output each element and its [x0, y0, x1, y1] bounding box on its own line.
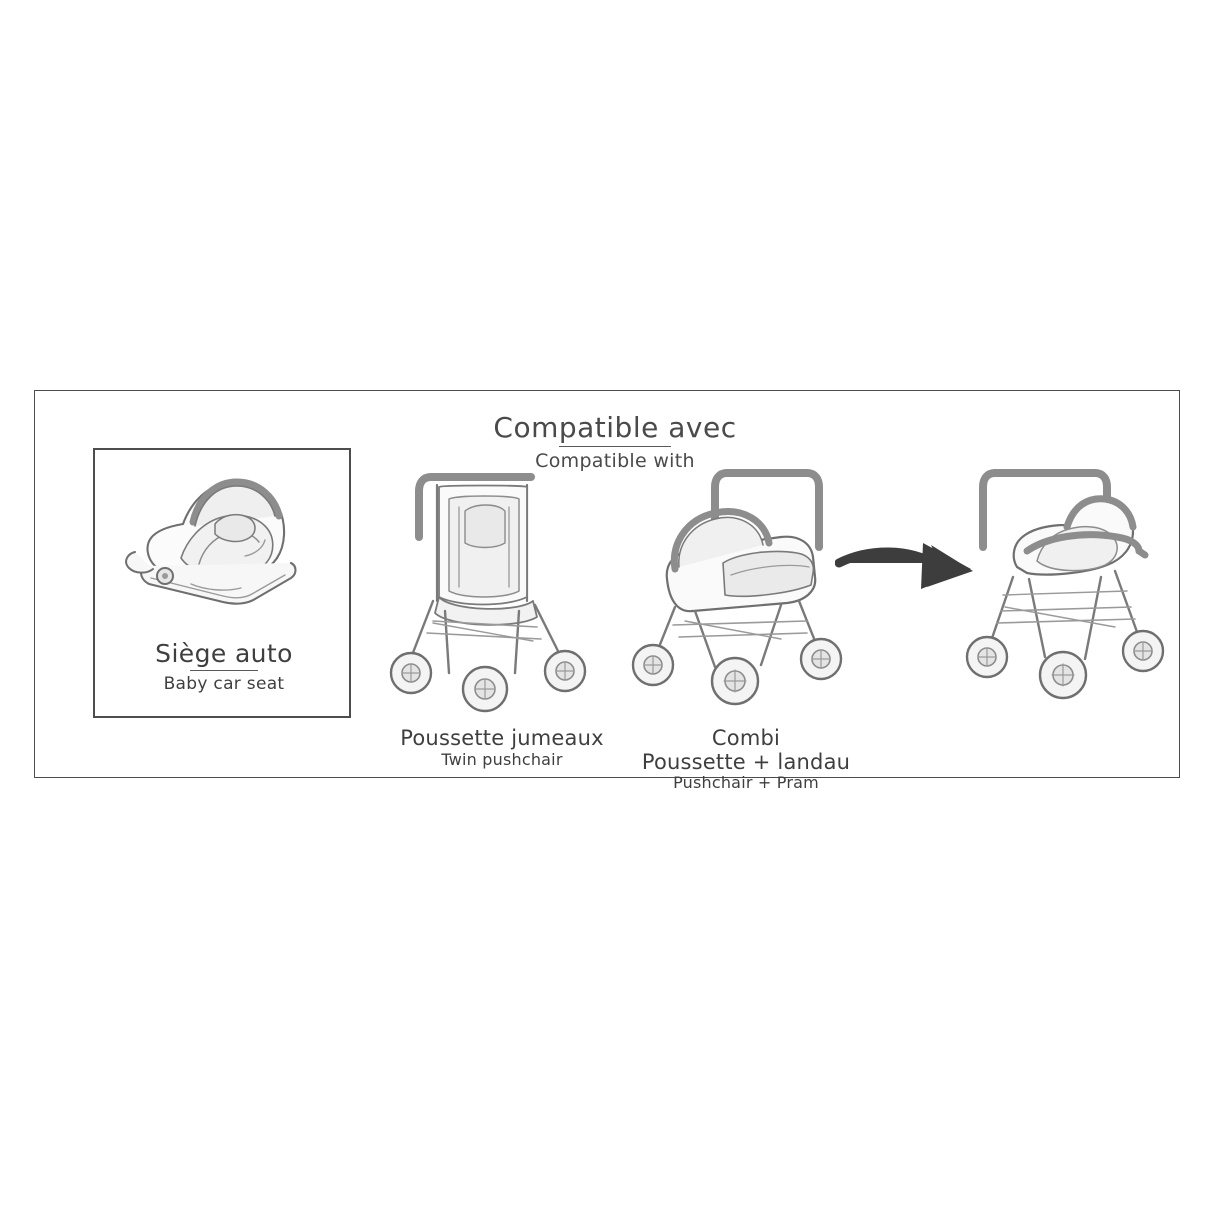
combi-label-fr-line2: Poussette + landau	[641, 749, 851, 774]
combi-pushchair-pram-illustration	[631, 451, 861, 725]
item-result-assembly	[955, 451, 1185, 727]
twin-pushchair-label-en: Twin pushchair	[441, 749, 563, 769]
heading-divider	[559, 446, 671, 447]
car-seat-on-pushchair-illustration	[955, 451, 1185, 725]
baby-car-seat-label-fr: Siège auto	[155, 638, 293, 668]
combi-label-fr-line1: Combi	[711, 726, 781, 750]
twin-pushchair-illustration	[387, 451, 617, 725]
heading-title-fr: Compatible avec	[493, 411, 737, 444]
curved-arrow-right-icon	[835, 541, 975, 611]
baby-car-seat-label-en: Baby car seat	[163, 674, 285, 694]
item-twin-pushchair	[387, 451, 617, 769]
item-combi-pushchair-pram	[631, 451, 861, 792]
twin-pushchair-caption	[387, 727, 617, 769]
heading-title-en: Compatible with	[535, 450, 695, 473]
baby-car-seat-card	[93, 448, 351, 718]
combi-caption	[631, 727, 861, 792]
twin-pushchair-label-fr: Poussette jumeaux	[400, 726, 604, 750]
baby-car-seat-illustration	[95, 454, 353, 624]
compatibility-panel	[34, 390, 1180, 793]
baby-car-seat-caption	[95, 640, 353, 695]
baby-car-seat-divider	[190, 670, 258, 671]
combi-label-en: Pushchair + Pram	[673, 773, 819, 793]
